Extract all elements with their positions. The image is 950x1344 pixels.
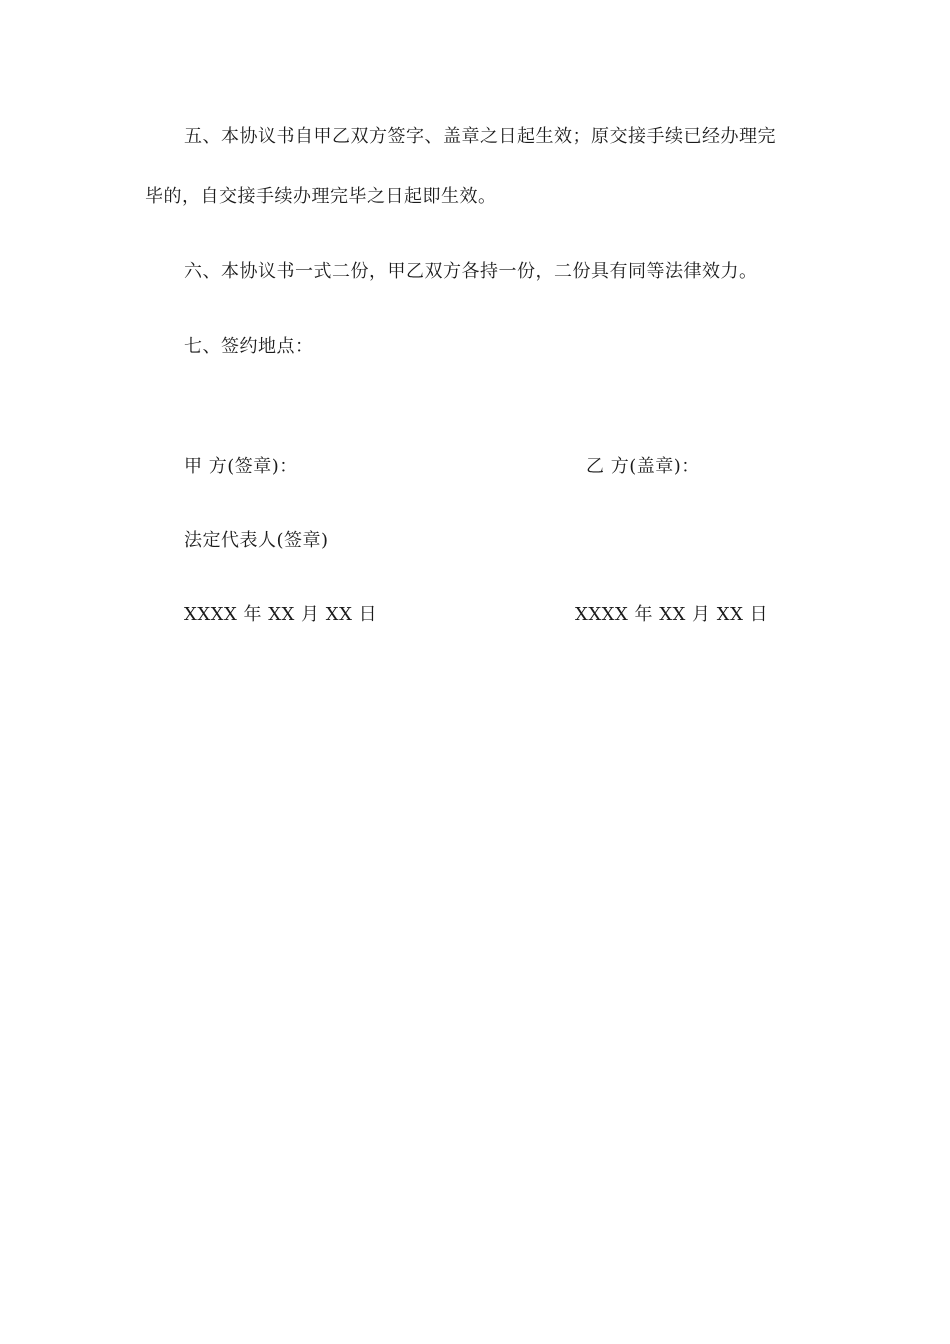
party-b-date: XXXX 年 XX 月 XX 日 xyxy=(575,604,769,625)
clause-seven: 七、签约地点： xyxy=(184,336,314,357)
clause-six: 六、本协议书一式二份，甲乙双方各持一份，二份具有同等法律效力。 xyxy=(184,261,758,282)
party-b-seal-label: 乙 方(盖章)： xyxy=(586,456,700,477)
party-a-date: XXXX 年 XX 月 XX 日 xyxy=(184,604,378,625)
party-a-signature-label: 甲 方(签章)： xyxy=(184,456,298,477)
legal-representative-label: 法定代表人(签章) xyxy=(184,530,329,551)
clause-five-line-2: 毕的，自交接手续办理完毕之日起即生效。 xyxy=(145,186,497,207)
clause-five-line-1: 五、本协议书自甲乙双方签字、盖章之日起生效；原交接手续已经办理完 xyxy=(184,126,776,147)
